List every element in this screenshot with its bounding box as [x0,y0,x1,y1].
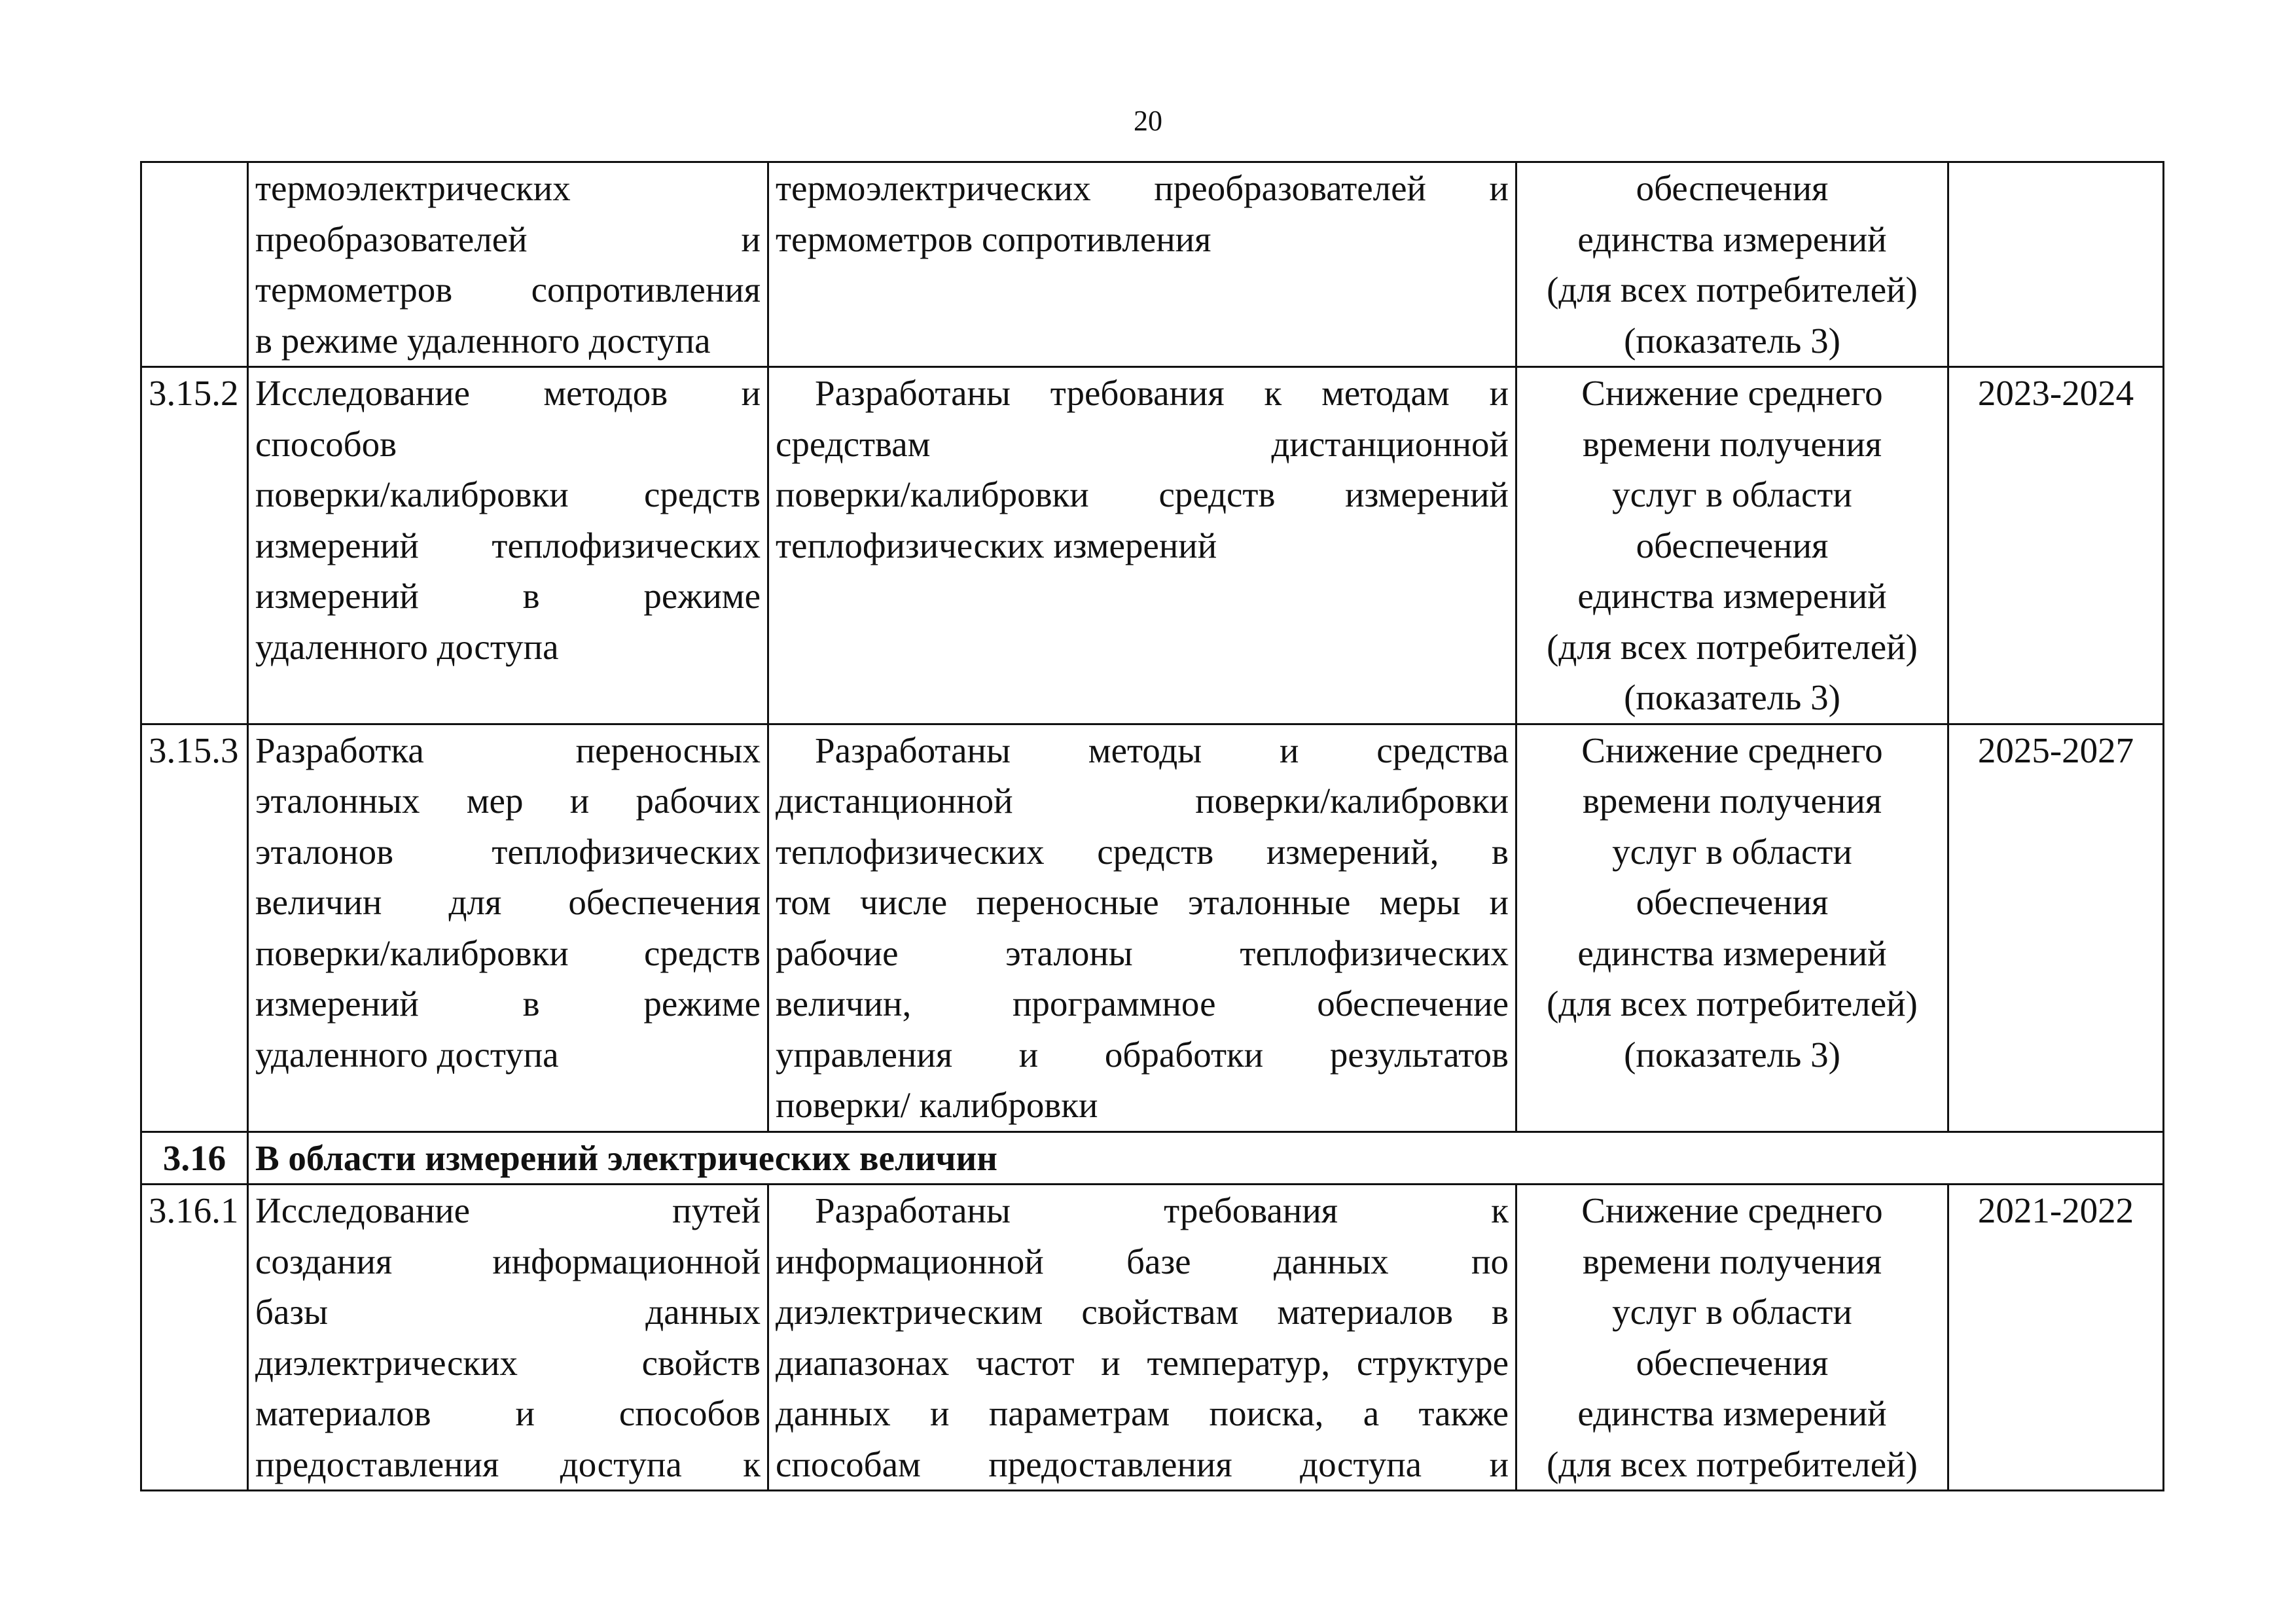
item-name-cell [248,367,768,724]
item-result-cell [768,162,1516,367]
table-row [141,1185,2164,1491]
item-effect-cell [1516,162,1948,367]
item-period-cell: 2023-2024 [1948,367,2164,724]
text-line: Разработаны требования к [815,1190,1509,1230]
section-row [141,1132,2164,1185]
text-line: измерений теплофизических [255,525,761,565]
text-line: Исследование путей [255,1190,761,1230]
text-line: дистанционной поверки/калибровки [776,781,1509,821]
text-line: времени получения [1582,781,1882,821]
text-line: термоэлектрических преобразователей и [776,168,1509,208]
text-line: времени получения [1582,423,1882,464]
text-line: обеспечения [1636,168,1829,208]
table-body [141,162,2164,1491]
text-line: данных и параметрам поиска, а также [776,1393,1509,1433]
text-line: Разработаны требования к методам и [815,373,1509,413]
text-line: единства измерений [1577,219,1887,259]
item-result-cell [768,1185,1516,1491]
item-number-cell: 3.15.3 [141,724,248,1132]
text-line: средствам дистанционной [776,423,1509,464]
text-line: услуг в области [1612,474,1852,514]
text-line: рабочие эталоны теплофизических [776,933,1509,973]
text-line: Снижение среднего [1581,730,1883,770]
text-line: величин для обеспечения [255,882,761,922]
text-line: удаленного доступа [255,1034,559,1075]
item-name-cell [248,1185,768,1491]
text-line: базы данных [255,1292,761,1332]
text-line: единства измерений [1577,576,1887,616]
table-row [141,367,2164,724]
item-number-cell: 3.16.1 [141,1185,248,1491]
text-line: (для всех потребителей) [1547,1444,1918,1484]
text-line: диапазонах частот и температур, структуре [776,1342,1509,1383]
item-name-cell [248,162,768,367]
text-line: теплофизических средств измерений, в [776,831,1509,872]
text-line: поверки/калибровки средств [255,933,761,973]
text-line: (для всех потребителей) [1547,984,1918,1024]
text-line: способам предоставления доступа и [776,1444,1509,1484]
text-line: термоэлектрических [255,168,571,208]
text-line: способов [255,423,397,464]
text-line: обеспечения [1636,1342,1829,1383]
text-line: поверки/ калибровки [776,1085,1098,1125]
measures-table [140,161,2164,1491]
text-line: предоставления доступа к [255,1444,761,1484]
text-line: поверки/калибровки средств измерений [776,474,1509,514]
text-line: диэлектрических свойств [255,1342,761,1383]
text-line: (показатель 3) [1624,320,1840,361]
item-number-cell: 3.15.2 [141,367,248,724]
text-line: Разработка переносных [255,730,761,770]
text-line: Исследование методов и [255,373,761,413]
text-line: термометров сопротивления [776,219,1211,259]
text-line: измерений в режиме [255,576,761,616]
text-line: единства измерений [1577,1393,1887,1433]
text-line: Снижение среднего [1581,1190,1883,1230]
text-line: преобразователей и [255,219,761,259]
text-line: в режиме удаленного доступа [255,320,711,361]
text-line: том числе переносные эталонные меры и [776,882,1509,922]
item-effect-cell [1516,724,1948,1132]
item-name-cell [248,724,768,1132]
item-result-cell [768,367,1516,724]
text-line: создания информационной [255,1241,761,1281]
text-line: (показатель 3) [1624,1034,1840,1075]
text-line: обеспечения [1636,525,1829,565]
text-line: измерений в режиме [255,984,761,1024]
text-line: термометров сопротивления [255,270,761,310]
item-result-cell [768,724,1516,1132]
table-row [141,724,2164,1132]
text-line: величин, программное обеспечение [776,984,1509,1024]
table-row [141,162,2164,367]
section-number-cell: 3.16 [141,1132,248,1185]
text-line: материалов и способов [255,1393,761,1433]
text-line: обеспечения [1636,882,1829,922]
text-line: информационной базе данных по [776,1241,1509,1281]
item-period-cell: 2021-2022 [1948,1185,2164,1491]
item-number-cell [141,162,248,367]
text-line: поверки/калибровки средств [255,474,761,514]
section-title-cell: В области измерений электрических величин [248,1132,2164,1185]
text-line: управления и обработки результатов [776,1034,1509,1075]
text-line: услуг в области [1612,831,1852,872]
item-effect-cell [1516,367,1948,724]
text-line: (для всех потребителей) [1547,626,1918,667]
page-number: 20 [1134,105,1162,137]
text-line: Снижение среднего [1581,373,1883,413]
text-line: времени получения [1582,1241,1882,1281]
text-line: удаленного доступа [255,626,559,667]
text-line: эталонов теплофизических [255,831,761,872]
text-line: единства измерений [1577,933,1887,973]
item-period-cell: 2025-2027 [1948,724,2164,1132]
item-period-cell [1948,162,2164,367]
item-effect-cell [1516,1185,1948,1491]
text-line: диэлектрическим свойствам материалов в [776,1292,1509,1332]
text-line: (для всех потребителей) [1547,270,1918,310]
text-line: Разработаны методы и средства [815,730,1509,770]
text-line: эталонных мер и рабочих [255,781,761,821]
text-line: (показатель 3) [1624,677,1840,717]
text-line: услуг в области [1612,1292,1852,1332]
text-line: теплофизических измерений [776,525,1217,565]
